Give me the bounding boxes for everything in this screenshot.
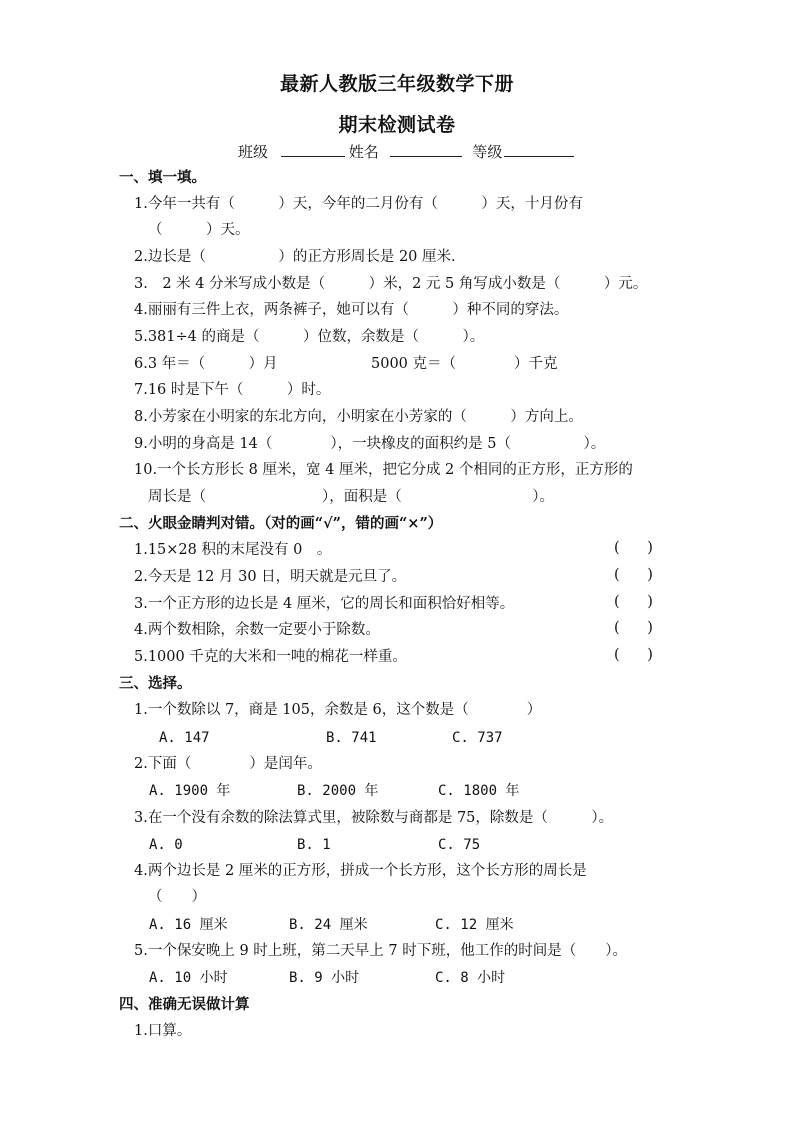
- class-label: 班级: [238, 143, 269, 161]
- judge-item: 4.两个数相除，余数一定要小于除数。: [134, 622, 380, 638]
- option-b[interactable]: B. 1: [297, 837, 331, 853]
- option-a[interactable]: A. 0: [149, 837, 183, 853]
- class-field[interactable]: [281, 142, 345, 157]
- answer-bracket[interactable]: ( ): [614, 567, 653, 583]
- option-c[interactable]: C. 737: [452, 730, 503, 746]
- question-text: 7.16 时是下午（ ）时。: [134, 382, 331, 398]
- section-heading: 二、火眼金睛判对错。（对的画“√”，错的画“×”）: [119, 515, 443, 532]
- option-b[interactable]: B. 24 厘米: [289, 917, 368, 933]
- question-text: 3. 2 米 4 分米写成小数是（ ）米，2 元 5 角写成小数是（ ）元。: [134, 276, 648, 292]
- option-b[interactable]: B. 2000 年: [297, 783, 379, 799]
- judge-item: 3.一个正方形的边长是 4 厘米，它的周长和面积恰好相等。: [134, 596, 515, 612]
- page-subtitle: 期末检测试卷: [338, 114, 456, 136]
- question-text: 周长是（ ），面积是（ ）。: [148, 489, 554, 505]
- question-text: 2.边长是（ ）的正方形周长是 20 厘米.: [134, 249, 456, 265]
- name-label: 姓名: [348, 143, 379, 161]
- judge-item: 5.1000 千克的大米和一吨的棉花一样重。: [134, 649, 407, 665]
- question-text: 3.在一个没有余数的除法算式里，被除数与商都是 75，除数是（ ）。: [134, 810, 614, 826]
- option-c[interactable]: C. 75: [438, 837, 481, 853]
- option-c[interactable]: C. 12 厘米: [435, 917, 514, 933]
- grade-field[interactable]: [504, 142, 574, 157]
- page-title: 最新人教版三年级数学下册: [279, 73, 514, 95]
- answer-bracket[interactable]: ( ): [614, 620, 653, 636]
- student-info-line: [238, 141, 574, 162]
- question-text: 5.一个保安晚上 9 时上班，第二天早上 7 时下班，他工作的时间是（ ）。: [134, 943, 627, 959]
- section-heading: 一、填一填。: [119, 169, 206, 186]
- question-text: 1.口算。: [134, 1023, 192, 1039]
- grade-label: 等级: [472, 143, 503, 161]
- question-text: 6.3 年＝（ ）月: [134, 356, 278, 372]
- question-text: 8.小芳家在小明家的东北方向，小明家在小芳家的（ ）方向上。: [134, 409, 583, 425]
- option-a[interactable]: A. 10 小时: [149, 970, 228, 986]
- section-heading: 三、选择。: [119, 675, 192, 692]
- question-text: 4.丽丽有三件上衣，两条裤子，她可以有（ ）种不同的穿法。: [134, 302, 569, 318]
- question-text: （ ）: [148, 889, 206, 905]
- name-field[interactable]: [390, 142, 462, 157]
- option-b[interactable]: B. 741: [326, 730, 377, 746]
- question-text: 4.两个边长是 2 厘米的正方形，拼成一个长方形，这个长方形的周长是: [134, 863, 587, 879]
- question-text: 9.小明的身高是 14（ ），一块橡皮的面积约是 5（ ）。: [134, 436, 606, 452]
- option-b[interactable]: B. 9 小时: [289, 970, 360, 986]
- question-text: 1.今年一共有（ ）天，今年的二月份有（ ）天，十月份有: [134, 196, 583, 212]
- option-c[interactable]: C. 1800 年: [438, 783, 520, 799]
- question-text: 5000 克＝（ ）千克: [371, 356, 558, 372]
- judge-item: 2.今天是 12 月 30 日，明天就是元旦了。: [134, 569, 407, 585]
- answer-bracket[interactable]: ( ): [614, 594, 653, 610]
- option-a[interactable]: A. 16 厘米: [149, 917, 228, 933]
- answer-bracket[interactable]: ( ): [614, 647, 653, 663]
- judge-item: 1.15×28 积的末尾没有 0 。: [134, 542, 332, 558]
- option-c[interactable]: C. 8 小时: [435, 970, 506, 986]
- question-text: 1.一个数除以 7，商是 105，余数是 6，这个数是（ ）: [134, 702, 542, 718]
- option-a[interactable]: A. 147: [159, 730, 210, 746]
- option-a[interactable]: A. 1900 年: [149, 783, 231, 799]
- question-text: 5.381÷4 的商是（ ）位数，余数是（ ）。: [134, 329, 485, 345]
- section-heading: 四、准确无误做计算: [119, 996, 250, 1013]
- question-text: （ ）天。: [148, 222, 250, 238]
- question-text: 10.一个长方形长 8 厘米，宽 4 厘米，把它分成 2 个相同的正方形，正方形的: [134, 462, 633, 478]
- question-text: 2.下面（ ）是闰年。: [134, 756, 322, 772]
- answer-bracket[interactable]: ( ): [614, 540, 653, 556]
